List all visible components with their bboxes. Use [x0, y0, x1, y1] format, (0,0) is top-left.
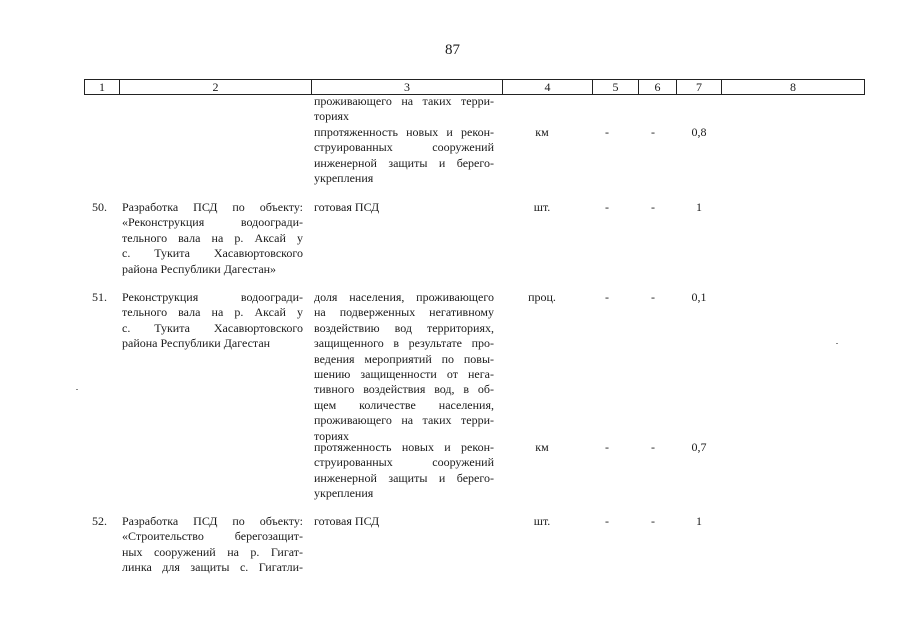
col7-cell: 1 [696, 200, 702, 214]
text-line: укрепления [314, 486, 374, 501]
text-line: района Республики Дагестан» [122, 261, 277, 276]
unit-cell: шт. [533, 514, 551, 528]
text-line: «Реконструкция водоогради- [122, 215, 303, 230]
row-number: 50. [92, 200, 107, 214]
header-col-8: 8 [721, 80, 865, 94]
header-col-1: 1 [84, 80, 119, 94]
row-number: 52. [92, 514, 107, 528]
text-line: протяженность новых и рекон- [314, 440, 494, 454]
text-line: щем количестве населения, [314, 397, 494, 412]
col5-cell: - [605, 290, 609, 304]
text-line: на подверженных негативному [314, 305, 494, 320]
col5-cell: - [605, 440, 609, 454]
text-line: воздействию вод территориях, [314, 320, 494, 335]
header-col-3: 3 [311, 80, 502, 94]
text-line: тельного вала на р. Аксай у [122, 305, 303, 320]
unit-cell: км [535, 440, 549, 454]
col6-cell: - [651, 290, 655, 304]
unit-cell: км [535, 124, 549, 139]
col6-cell: - [651, 124, 655, 139]
text-line: струированных сооружений [314, 140, 494, 155]
header-col-6: 6 [638, 80, 676, 94]
text-line: инженерной защиты и берего- [314, 470, 494, 485]
text-line: ведения мероприятий по повы- [314, 351, 494, 366]
text-line: доля населения, проживающего [314, 290, 494, 304]
unit-cell: шт. [533, 200, 551, 214]
text-line: шению защищенности от нега- [314, 367, 494, 381]
scan-speck [76, 389, 78, 390]
text-line: ных сооружений на р. Гигат- [122, 544, 303, 559]
scan-speck [836, 343, 838, 344]
col7-cell: 0,7 [691, 440, 707, 454]
page-number: 87 [445, 42, 460, 58]
header-col-4: 4 [502, 80, 592, 94]
text-line: проживающего на таких терри- [314, 94, 494, 108]
text-line: ппротяженность новых и рекон- [314, 124, 494, 139]
text-line: тивного воздействия вод, в об- [314, 382, 494, 397]
text-line: струированных сооружений [314, 455, 494, 470]
text-line: с. Тукита Хасавюртовского [122, 320, 303, 335]
text-line: инженерной защиты и берего- [314, 155, 494, 170]
text-line: линка для защиты с. Гигатли- [122, 560, 303, 575]
col6-cell: - [651, 200, 655, 214]
text-line: Реконструкция водоогради- [122, 290, 303, 304]
text-line: с. Тукита Хасавюртовского [122, 246, 303, 261]
text-line: готовая ПСД [314, 514, 380, 528]
unit-cell: проц. [528, 290, 556, 304]
col7-cell: 0,1 [691, 290, 707, 304]
header-col-7: 7 [676, 80, 721, 94]
col7-cell: 0,8 [691, 124, 707, 139]
text-line: укрепления [314, 171, 374, 185]
col5-cell: - [605, 200, 609, 214]
col6-cell: - [651, 514, 655, 528]
col7-cell: 1 [696, 514, 702, 528]
text-line: Разработка ПСД по объекту: [122, 514, 303, 528]
text-line: ториях [314, 428, 350, 443]
text-line: «Строительство берегозащит- [122, 529, 303, 544]
table-header-row [84, 79, 865, 95]
text-line: ториях [314, 109, 350, 124]
col5-cell: - [605, 124, 609, 139]
text-line: Разработка ПСД по объекту: [122, 200, 303, 214]
col5-cell: - [605, 514, 609, 528]
header-col-5: 5 [592, 80, 638, 94]
text-line: готовая ПСД [314, 200, 380, 214]
header-col-2: 2 [119, 80, 311, 94]
row-number: 51. [92, 290, 107, 304]
col6-cell: - [651, 440, 655, 454]
text-line: проживающего на таких терри- [314, 413, 494, 428]
text-line: тельного вала на р. Аксай у [122, 230, 303, 245]
text-line: защищенного в результате про- [314, 336, 494, 351]
text-line: района Республики Дагестан [122, 336, 271, 351]
